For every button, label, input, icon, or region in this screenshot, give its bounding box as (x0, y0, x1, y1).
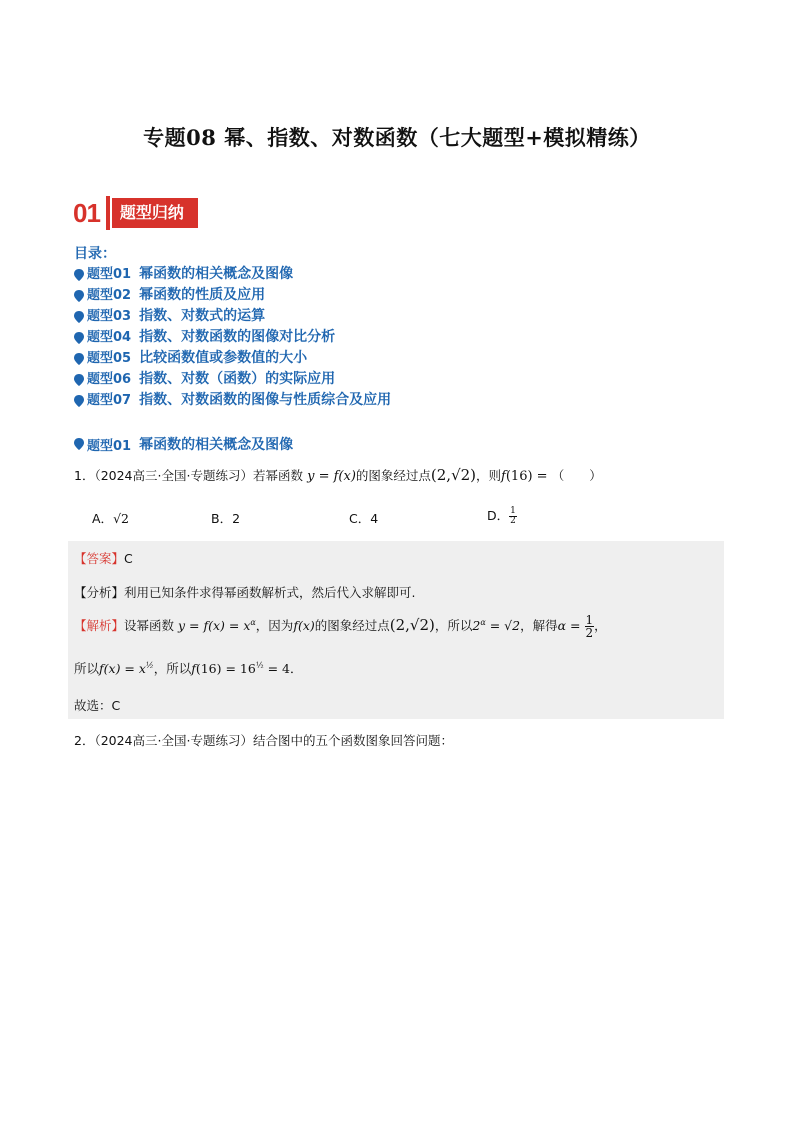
table-of-contents (74, 244, 391, 411)
solution-line-1: 【解析】设幂函数 $y = f(x) = x^\alpha$，因为f(x)的图象经过点(2,√2)，所以$2^\alpha = √2$，解得α = $\frac{1}{2}$ ， (74, 613, 607, 640)
solution-line-2: 所以$f(x) = x^{\frac{1}{2}}$，所以$f(16) = 16^{\frac{1}{2}} = 4$． (74, 660, 303, 676)
pin-icon (74, 395, 84, 407)
answer-line: 【答案】C (74, 551, 133, 566)
toc-item[interactable]: 题型04 指数、对数函数的图像对比分析 (74, 327, 391, 348)
toc-item[interactable]: 题型07 指数、对数函数的图像与性质综合及应用 (74, 390, 391, 411)
math-expression: f (501, 469, 506, 484)
option-b[interactable]: B．2 (211, 511, 241, 526)
pin-icon (74, 311, 84, 323)
option-c[interactable]: C．4 (349, 511, 379, 526)
pin-icon (74, 353, 84, 365)
toc-item[interactable]: 题型03 指数、对数式的运算 (74, 306, 391, 327)
page-title: 专题08 幂、指数、对数函数（七大题型+模拟精练） (143, 125, 651, 150)
section-divider (106, 196, 110, 230)
section-header (73, 196, 198, 230)
toc-item[interactable]: 题型05 比较函数值或参数值的大小 (74, 348, 391, 369)
toc-item[interactable]: 题型01 幂函数的相关概念及图像 (74, 264, 391, 285)
pin-icon (74, 269, 84, 281)
pin-icon (74, 332, 84, 344)
math-expression: y = f(x) (302, 469, 356, 484)
pin-icon (74, 290, 84, 302)
option-a[interactable]: A．√2 (92, 511, 129, 526)
question-type-heading: 题型01 幂函数的相关概念及图像 (74, 434, 293, 454)
pin-icon (74, 438, 84, 450)
toc-item[interactable]: 题型06 指数、对数（函数）的实际应用 (74, 369, 391, 390)
option-d[interactable]: D． $\frac{1}{2}$ (487, 506, 516, 526)
question-2: 2．（2024高三·全国·专题练习）结合图中的五个函数图象回答问题： (74, 733, 453, 748)
toc-item[interactable]: 题型02 幂函数的性质及应用 (74, 285, 391, 306)
question-1: 1．（2024高三·全国·专题练习）若幂函数 y = f(x)的图象经过点(2,√2)，则f(16) = （ ） (74, 466, 602, 484)
analysis-line: 【分析】利用已知条件求得幂函数解析式，然后代入求解即可. (74, 585, 416, 600)
section-label: 题型归纳 (112, 198, 198, 228)
math-point: (2,√2) (430, 466, 477, 484)
choice-line: 故选：C (74, 698, 121, 713)
section-number: 01 (73, 197, 100, 228)
toc-heading: 目录： (74, 246, 116, 262)
pin-icon (74, 374, 84, 386)
